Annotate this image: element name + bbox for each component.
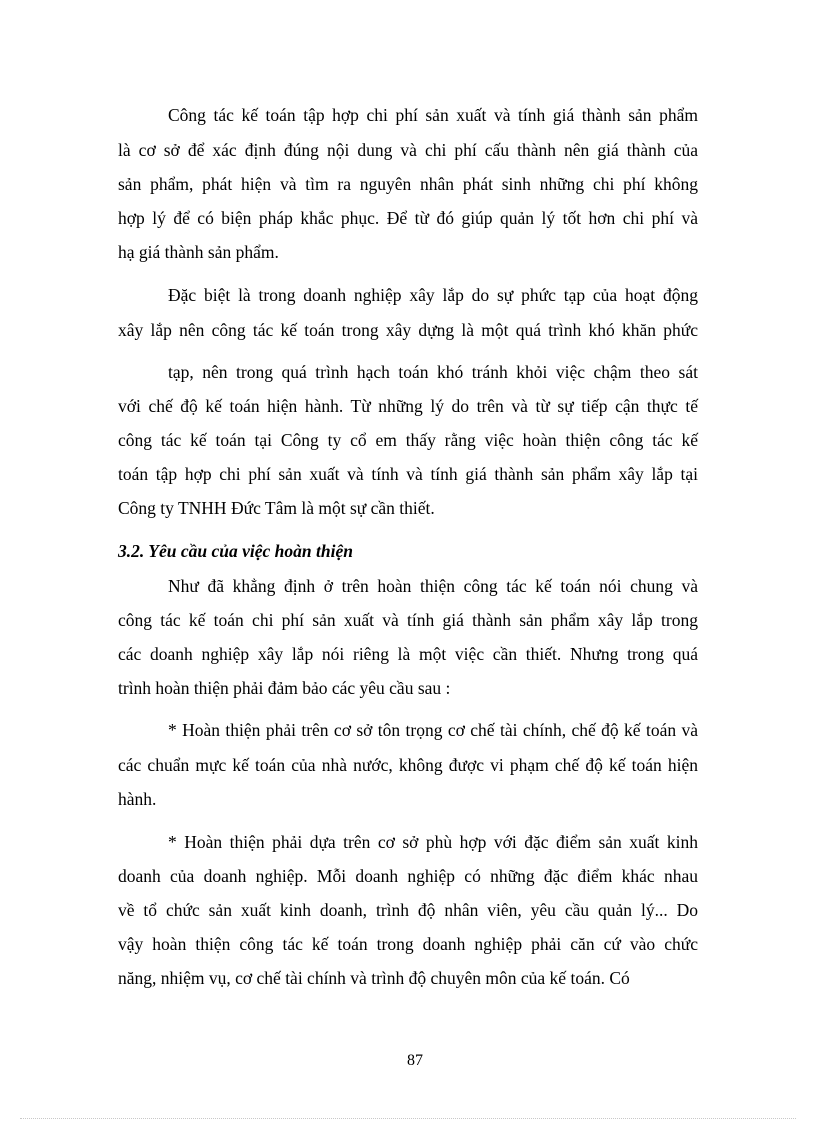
text-line: công tác kế toán chi phí sản xuất và tính giá thành sản phẩm xây lắp trong [118,610,698,630]
text-line: Như đã khẳng định ở trên hoàn thiện công tác kế toán nói chung và [168,576,698,596]
text-line: năng, nhiệm vụ, cơ chế tài chính và trình độ chuyên môn của kế toán. Có [118,968,630,988]
text-line: hợp lý để có biện pháp khắc phục. Để từ đó giúp quản lý tốt hơn chi phí và [118,208,698,228]
text-line: * Hoàn thiện phải trên cơ sở tôn trọng cơ chế tài chính, chế độ kế toán và [168,720,698,740]
text-line: vậy hoàn thiện công tác kế toán trong doanh nghiệp phải căn cứ vào chức [118,934,698,954]
text-line: Công ty TNHH Đức Tâm là một sự cần thiết. [118,498,435,518]
text-line: tạp, nên trong quá trình hạch toán khó tránh khỏi việc chậm theo sát [168,362,698,382]
text-line: Đặc biệt là trong doanh nghiệp xây lắp do sự phức tạp của hoạt động [168,285,698,305]
text-line: là cơ sở để xác định đúng nội dung và chi phí cấu thành nên giá thành của [118,140,698,160]
text-line: các chuẩn mực kế toán của nhà nước, không được vi phạm chế độ kế toán hiện [118,755,698,775]
text-line: Công tác kế toán tập hợp chi phí sản xuất và tính giá thành sản phẩm [168,105,698,125]
page-bottom-rule [20,1118,796,1119]
text-line: * Hoàn thiện phải dựa trên cơ sở phù hợp với đặc điểm sản xuất kinh [168,832,698,852]
text-line: doanh của doanh nghiệp. Mỗi doanh nghiệp có những đặc điểm khác nhau [118,866,698,886]
text-line: công tác kế toán tại Công ty cổ em thấy rằng việc hoàn thiện công tác kế [118,430,698,450]
text-line: sản phẩm, phát hiện và tìm ra nguyên nhân phát sinh những chi phí không [118,174,698,194]
page-number: 87 [407,1052,423,1069]
text-line: hành. [118,789,157,809]
text-line: xây lắp nên công tác kế toán trong xây dựng là một quá trình khó khăn phức [118,320,698,340]
section-heading: 3.2. Yêu cầu của việc hoàn thiện [118,541,353,561]
text-line: về tổ chức sản xuất kinh doanh, trình độ nhân viên, yêu cầu quản lý... Do [118,900,698,920]
text-line: với chế độ kế toán hiện hành. Từ những lý do trên và từ sự tiếp cận thực tế [118,396,698,416]
text-line: trình hoàn thiện phải đảm bảo các yêu cầu sau : [118,678,451,698]
text-line: hạ giá thành sản phẩm. [118,242,279,262]
text-line: toán tập hợp chi phí sản xuất và tính và tính giá thành sản phẩm xây lắp tại [118,464,698,484]
text-line: các doanh nghiệp xây lắp nói riêng là một việc cần thiết. Nhưng trong quá [118,644,698,664]
